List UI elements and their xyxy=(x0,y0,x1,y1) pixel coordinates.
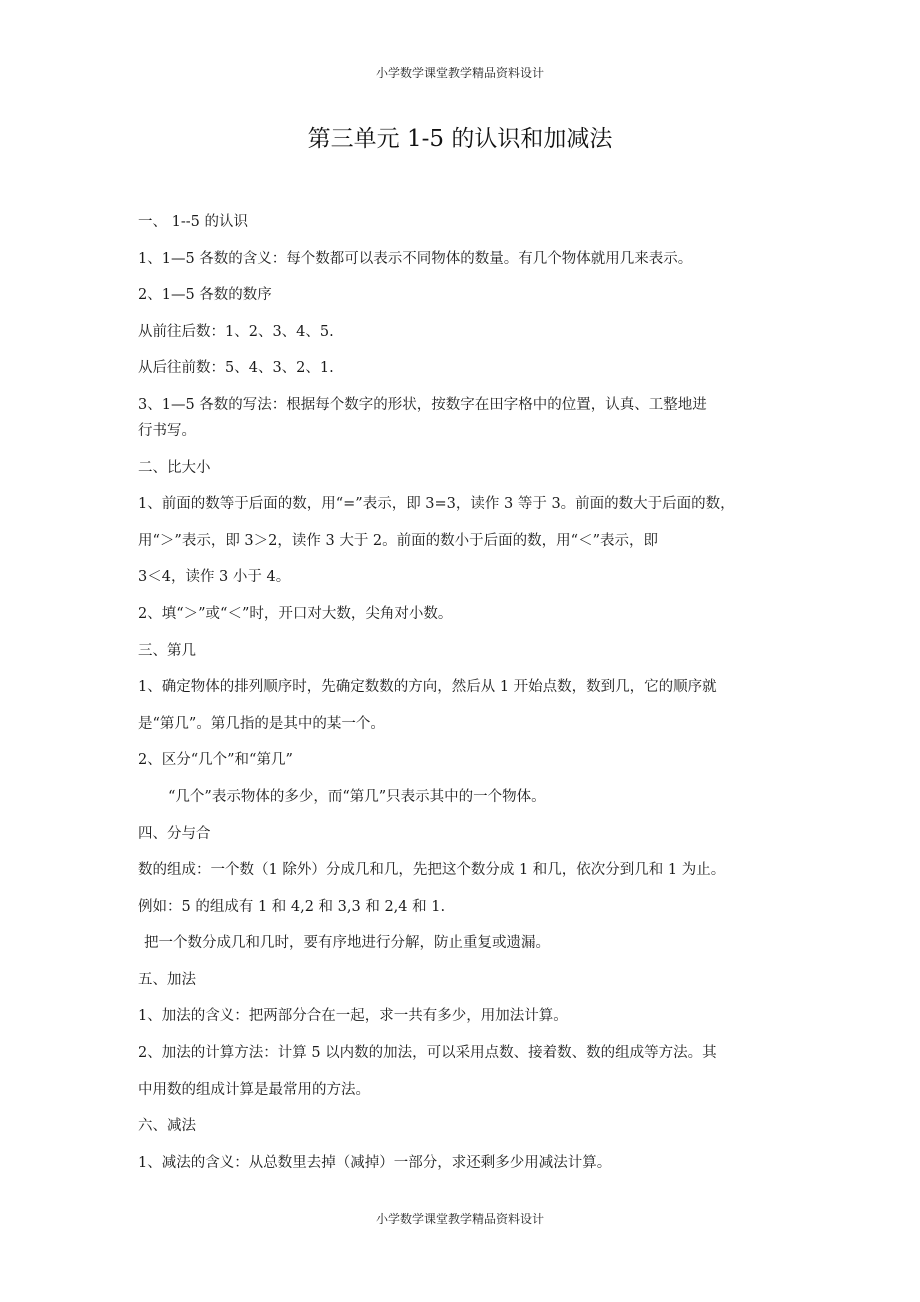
paragraph-line: 例如：5 的组成有 1 和 4,2 和 3,3 和 2,4 和 1. xyxy=(138,898,446,915)
paragraph-line: 1、减法的含义：从总数里去掉（减掉）一部分，求还剩多少用减法计算。 xyxy=(138,1154,612,1171)
paragraph-line: 数的组成：一个数（1 除外）分成几和几，先把这个数分成 1 和几，依次分到几和 1 为止。 xyxy=(138,862,726,879)
section-heading-2: 二、比大小 xyxy=(138,459,211,476)
page-header: 小学数学课堂教学精品资料设计 xyxy=(375,66,544,80)
paragraph-line: 是“第几”。第几指的是其中的某一个。 xyxy=(138,715,385,732)
document-title: 第三单元 1-5 的认识和加减法 xyxy=(307,126,613,152)
paragraph-line: 从后往前数：5、4、3、2、1. xyxy=(138,360,334,377)
paragraph-line: 用“＞”表示，即 3＞2，读作 3 大于 2。前面的数小于后面的数，用“＜”表示，即 xyxy=(138,532,658,549)
paragraph-line: 1、确定物体的排列顺序时，先确定数数的方向，然后从 1 开始点数，数到几，它的顺序就 xyxy=(138,679,717,696)
section-heading-6: 六、减法 xyxy=(138,1118,196,1135)
paragraph-line: 2、区分“几个”和“第几” xyxy=(138,752,293,769)
section-heading-4: 四、分与合 xyxy=(138,825,211,842)
paragraph-line: 1、加法的含义：把两部分合在一起，求一共有多少，用加法计算。 xyxy=(138,1008,568,1025)
paragraph-line: 2、填“＞”或“＜”时，开口对大数，尖角对小数。 xyxy=(138,605,453,622)
paragraph-line: 1、1—5 各数的含义：每个数都可以表示不同物体的数量。有几个物体就用几来表示。 xyxy=(138,250,693,267)
paragraph-line: 2、加法的计算方法：计算 5 以内数的加法，可以采用点数、接着数、数的组成等方法。其 xyxy=(138,1045,717,1062)
paragraph-line: 2、1—5 各数的数序 xyxy=(138,287,272,304)
paragraph-line: 中用数的组成计算是最常用的方法。 xyxy=(138,1081,370,1098)
paragraph-line: 把一个数分成几和几时，要有序地进行分解，防止重复或遗漏。 xyxy=(144,935,550,952)
paragraph-line: 1、前面的数等于后面的数，用“=”表示，即 3=3，读作 3 等于 3。前面的数大于后面的数， xyxy=(138,496,735,513)
paragraph-line: “几个”表示物体的多少，而“第几”只表示其中的一个物体。 xyxy=(168,788,546,805)
page-footer: 小学数学课堂教学精品资料设计 xyxy=(375,1212,544,1226)
section-heading-1: 一、 1--5 的认识 xyxy=(138,214,248,230)
paragraph-line: 3＜4，读作 3 小于 4。 xyxy=(138,569,291,586)
paragraph-line: 行书写。 xyxy=(138,422,196,439)
paragraph-line: 从前往后数：1、2、3、4、5. xyxy=(138,323,334,340)
document-body xyxy=(138,212,798,1189)
section-heading-5: 五、加法 xyxy=(138,971,196,988)
paragraph-line: 3、1—5 各数的写法：根据每个数字的形状，按数字在田字格中的位置，认真、工整地进 xyxy=(138,396,707,413)
section-heading-3: 三、第几 xyxy=(138,642,196,659)
